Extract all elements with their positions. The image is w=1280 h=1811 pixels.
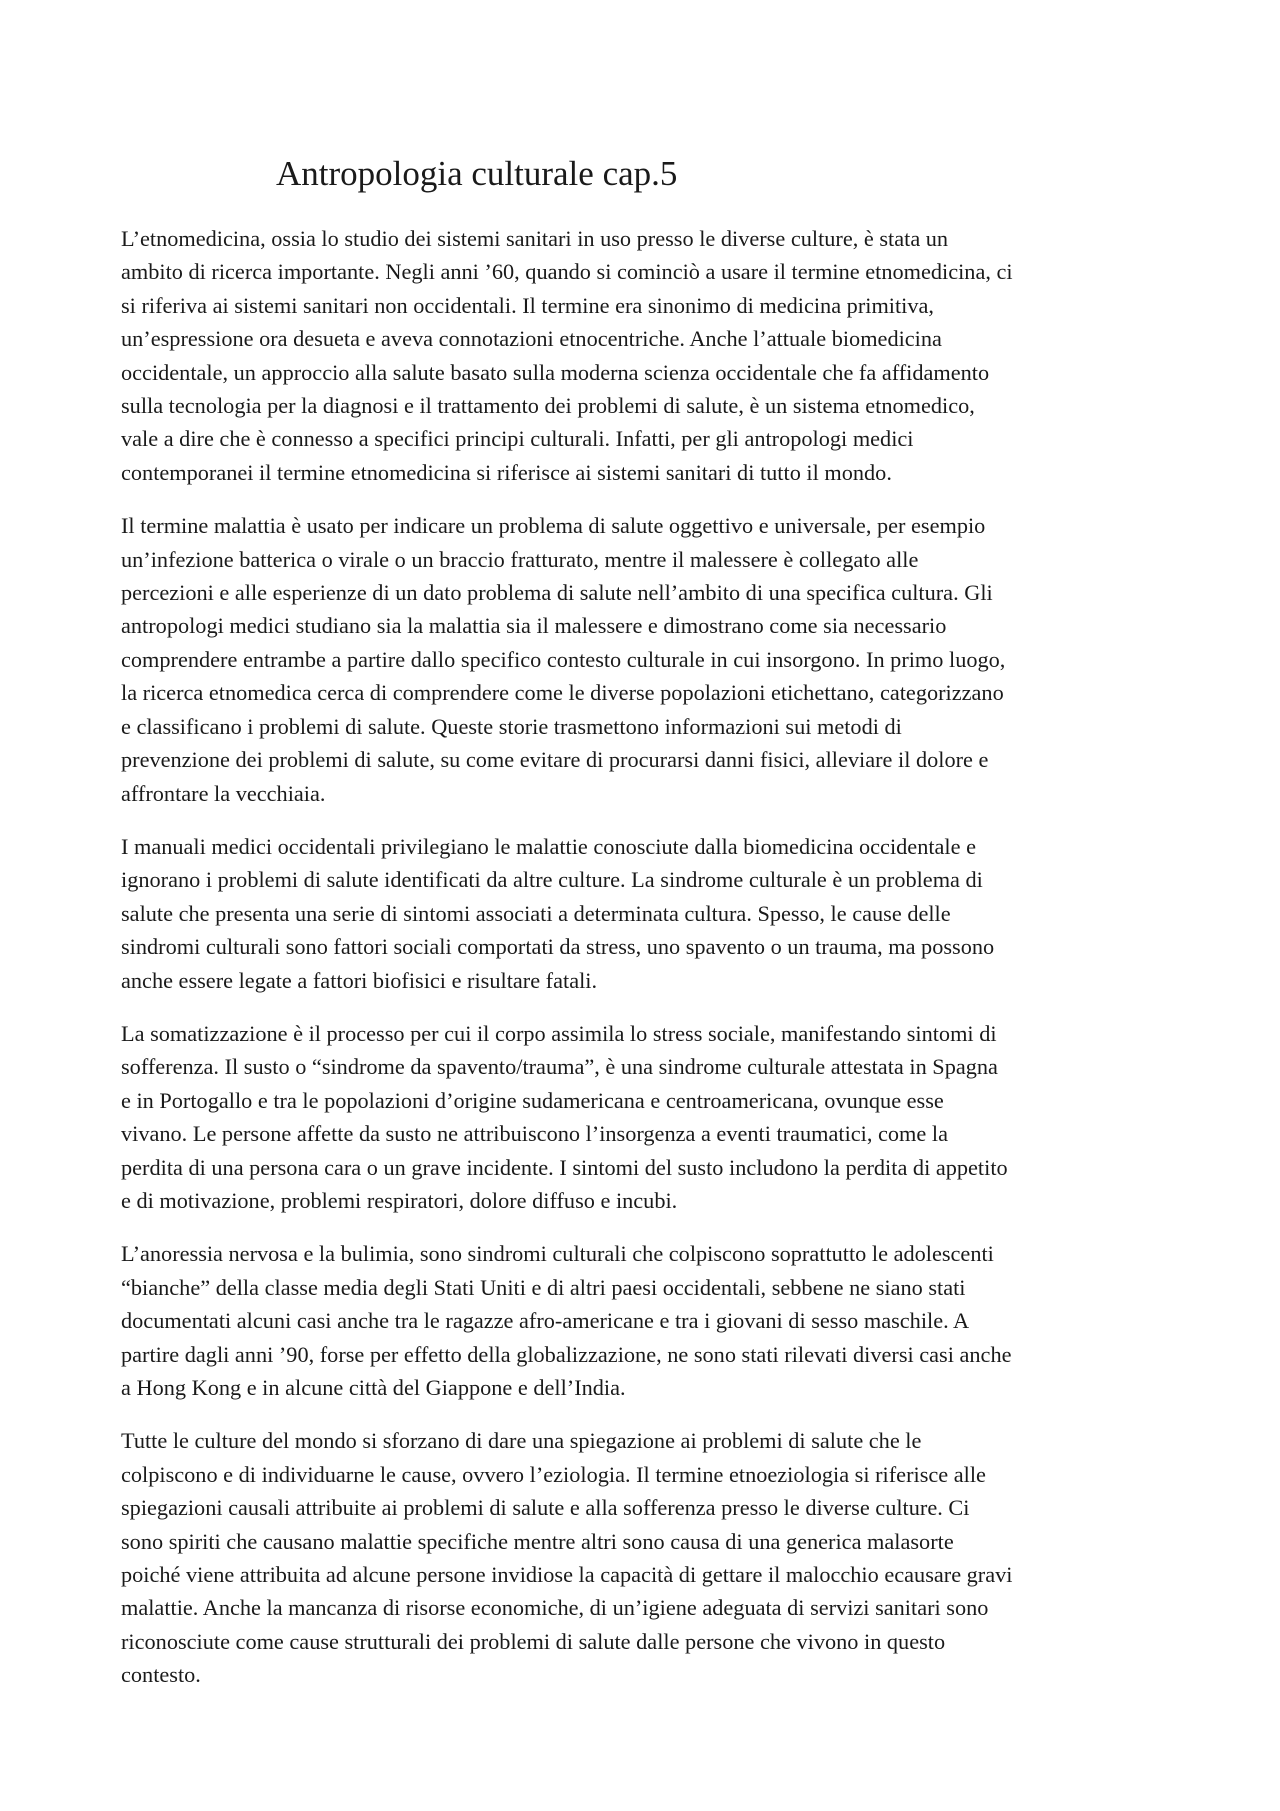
text-line: si riferiva ai sistemi sanitari non occidentali. Il termine era sinonimo di medicina primitiva, [121,292,934,318]
text-line: percezioni e alle esperienze di un dato problema di salute nell’ambito di una specifica cultura. Gli [121,580,993,606]
text-line: documentati alcuni casi anche tra le ragazze afro-americane e tra i giovani di sesso maschile. A [121,1308,970,1334]
text-line: vale a dire che è connesso a specifici principi culturali. Infatti, per gli antropologi medici [121,426,914,452]
paragraph [121,1237,1181,1404]
text-line: e in Portogallo e tra le popolazioni d’origine sudamericana e centroamericana, ovunque esse [121,1087,944,1113]
text-line: salute che presenta una serie di sintomi associati a determinata cultura. Spesso, le cause delle [121,900,951,926]
text-line: anche essere legate a fattori biofisici e risultare fatali. [121,967,598,993]
text-line: occidentale, un approccio alla salute basato sulla moderna scienza occidentale che fa affidamento [121,359,990,385]
text-line: “bianche” della classe media degli Stati Uniti e di altri paesi occidentali, sebbene ne siano stati [121,1274,966,1300]
text-line: la ricerca etnomedica cerca di comprendere come le diverse popolazioni etichettano, categorizzano [121,680,1004,706]
paragraph [121,1017,1181,1217]
text-line: malattie. Anche la mancanza di risorse economiche, di un’igiene adeguata di servizi sanitari sono [121,1595,989,1621]
paragraph [121,1424,1181,1691]
paragraph [121,509,1181,810]
text-line: contesto. [121,1662,201,1688]
text-line: sulla tecnologia per la diagnosi e il trattamento dei problemi di salute, è un sistema etnomedico, [121,393,975,419]
text-line: un’infezione batterica o virale o un braccio fratturato, mentre il malessere è collegato alle [121,546,919,572]
text-line: poiché viene attribuita ad alcune persone invidiose la capacità di gettare il malocchio ecausare gravi [121,1562,1013,1588]
text-line: partire dagli anni ’90, forse per effetto della globalizzazione, ne sono stati rilevati diversi casi anche [121,1341,1012,1367]
text-line: e di motivazione, problemi respiratori, dolore diffuso e incubi. [121,1187,678,1213]
text-line: e classificano i problemi di salute. Queste storie trasmettono informazioni sui metodi di [121,713,902,739]
text-line: antropologi medici studiano sia la malattia sia il malessere e dimostrano come sia necessario [121,613,947,639]
paragraph [121,222,1181,489]
text-line: riconosciute come cause strutturali dei problemi di salute dalle persone che vivono in questo [121,1628,946,1654]
document-title: Antropologia culturale cap.5 [276,154,678,193]
text-line: La somatizzazione è il processo per cui il corpo assimila lo stress sociale, manifestando sintomi di [121,1020,997,1046]
paragraph [121,830,1181,997]
text-line: L’etnomedicina, ossia lo studio dei sistemi sanitari in uso presso le diverse culture, è stata un [121,226,949,251]
text-line: sofferenza. Il susto o “sindrome da spavento/trauma”, è una sindrome culturale attestata in Spagna [121,1054,998,1080]
text-line: I manuali medici occidentali privilegiano le malattie conosciute dalla biomedicina occidentale e [121,833,976,859]
text-line: contemporanei il termine etnomedicina si riferisce ai sistemi sanitari di tutto il mondo. [121,459,892,485]
text-line: a Hong Kong e in alcune città del Giappone e dell’India. [121,1375,626,1400]
text-line: vivano. Le persone affette da susto ne attribuiscono l’insorgenza a eventi traumatici, come la [121,1121,948,1147]
text-line: spiegazioni causali attribuite ai problemi di salute e alla sofferenza presso le diverse culture. Ci [121,1495,970,1521]
text-line: comprendere entrambe a partire dallo specifico contesto culturale in cui insorgono. In primo luogo, [121,646,1006,672]
text-line: ambito di ricerca importante. Negli anni ’60, quando si cominciò a usare il termine etnomedicina, ci [121,259,1013,285]
text-line: colpiscono e di individuarne le cause, ovvero l’eziologia. Il termine etnoeziologia si riferisce alle [121,1461,986,1487]
text-line: Il termine malattia è usato per indicare un problema di salute oggettivo e universale, per esempio [121,513,986,539]
text-line: Tutte le culture del mondo si sforzano di dare una spiegazione ai problemi di salute che le [121,1428,922,1454]
text-line: sono spiriti che causano malattie specifiche mentre altri sono causa di una generica malasorte [121,1528,954,1554]
text-line: affrontare la vecchiaia. [121,780,326,806]
text-line: perdita di una persona cara o un grave incidente. I sintomi del susto includono la perdita di appetito [121,1154,1008,1180]
document-body [121,222,1181,1712]
text-line: prevenzione dei problemi di salute, su come evitare di procurarsi danni fisici, alleviare il dolore e [121,747,989,773]
text-line: L’anoressia nervosa e la bulimia, sono sindromi culturali che colpiscono soprattutto le adolescenti [121,1241,994,1267]
text-line: ignorano i problemi di salute identificati da altre culture. La sindrome culturale è un problema di [121,867,983,893]
text-line: sindromi culturali sono fattori sociali comportati da stress, uno spavento o un trauma, ma possono [121,934,995,960]
text-line: un’espressione ora desueta e aveva connotazioni etnocentriche. Anche l’attuale biomedicina [121,326,942,352]
